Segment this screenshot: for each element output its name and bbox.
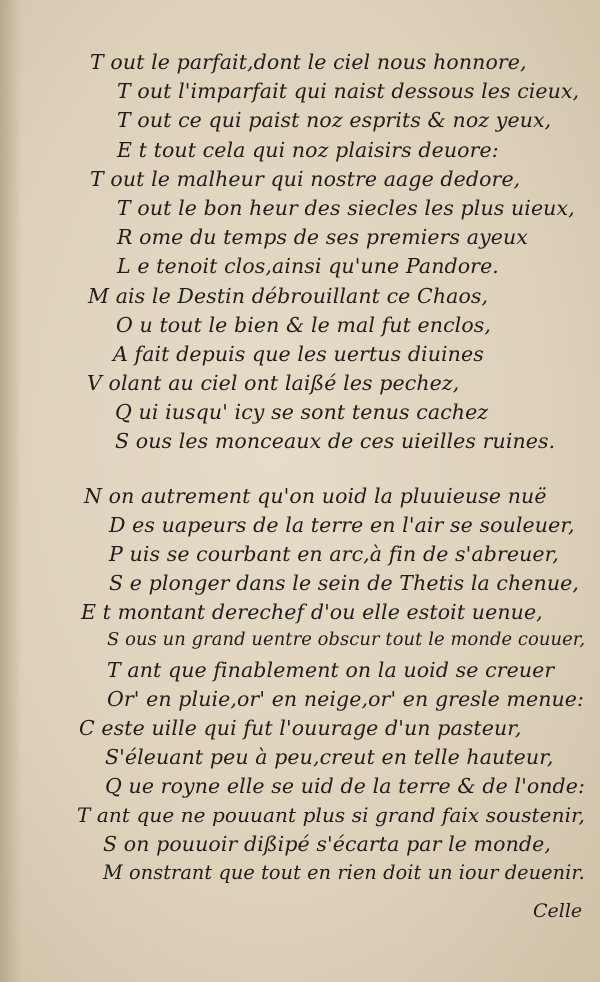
verse-line: A fait depuis que les uertus diuines <box>113 342 484 366</box>
page-gutter-shadow <box>0 0 22 982</box>
verse-line: T ant que finablement on la uoid se creuer <box>107 658 555 682</box>
verse-line: T out le bon heur des siecles les plus uieux, <box>117 196 575 220</box>
catchword: Celle <box>533 900 583 922</box>
verse-line: M onstrant que tout en rien doit un iour deuenir. <box>103 861 585 884</box>
verse-line: S on pouuoir dißipé s'écarta par le monde, <box>103 832 551 856</box>
verse-line: P uis se courbant en arc,à fin de s'abreuer, <box>109 542 559 566</box>
verse-line: M ais le Destin débrouillant ce Chaos, <box>88 284 489 308</box>
verse-line: T ant que ne pouuant plus si grand faix soustenir, <box>77 803 585 827</box>
verse-line: S ous un grand uentre obscur tout le monde couuer, <box>107 629 586 650</box>
verse-line: T out l'imparfait qui naist dessous les cieux, <box>117 79 580 103</box>
verse-line: T out ce qui paist noz esprits & noz yeux, <box>117 108 552 132</box>
verse-line: O u tout le bien & le mal fut enclos, <box>116 313 492 337</box>
verse-line: T out le malheur qui nostre aage dedore, <box>90 167 521 191</box>
verse-line: Q ui iusqu' icy se sont tenus cachez <box>115 400 489 424</box>
verse-line: E t tout cela qui noz plaisirs deuore: <box>117 138 499 162</box>
verse-line: E t montant derechef d'ou elle estoit uenue, <box>81 600 543 624</box>
verse-line: S'éleuant peu à peu,creut en telle hauteur, <box>105 745 554 769</box>
verse-line: R ome du temps de ses premiers ayeux <box>117 225 528 249</box>
verse-line: V olant au ciel ont laißé les pechez, <box>87 371 460 395</box>
verse-line: D es uapeurs de la terre en l'air se souleuer, <box>109 513 575 537</box>
verse-line: Q ue royne elle se uid de la terre & de l'onde: <box>105 774 586 798</box>
verse-line: C este uille qui fut l'ouurage d'un pasteur, <box>79 716 522 740</box>
verse-line: S e plonger dans le sein de Thetis la chenue, <box>109 571 579 595</box>
verse-line: S ous les monceaux de ces uieilles ruines. <box>115 429 556 453</box>
verse-line: Or' en pluie,or' en neige,or' en gresle menue: <box>107 687 585 711</box>
verse-line: N on autrement qu'on uoid la pluuieuse nuë <box>84 484 547 508</box>
verse-line: T out le parfait,dont le ciel nous honnore, <box>90 50 527 74</box>
verse-line: L e tenoit clos,ainsi qu'une Pandore. <box>117 254 499 278</box>
